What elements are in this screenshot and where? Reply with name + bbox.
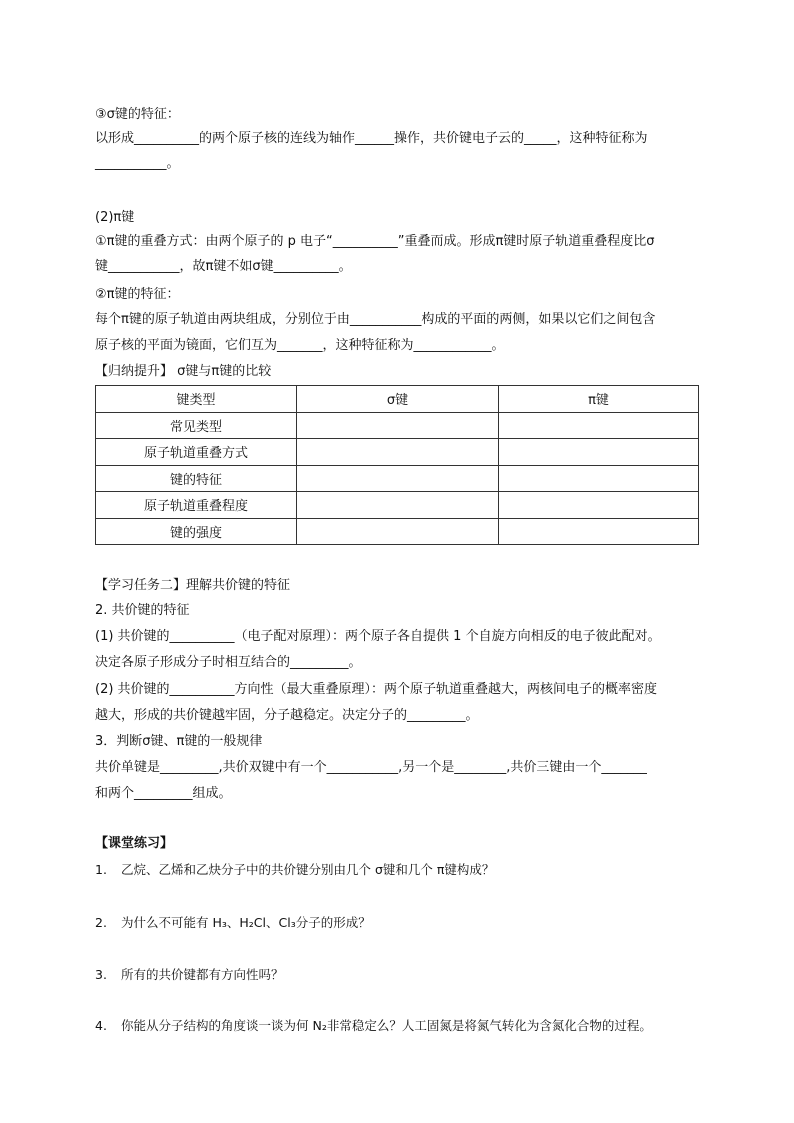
- sigma-feature-text-1: 以形成__________的两个原子核的连线为轴作______操作，共价键电子云的_____，这种特征称为: [95, 131, 648, 146]
- task2-item2-b: 越大，形成的共价键越牢固，分子越稳定。决定分子的_________。: [95, 708, 479, 723]
- table-row-label: 原子轨道重叠程度: [96, 492, 297, 519]
- table-cell: [297, 439, 499, 466]
- pi-feature-heading: ②π键的特征：: [95, 287, 180, 302]
- table-row-label: 原子轨道重叠方式: [96, 439, 297, 466]
- question-number: 3.: [95, 967, 107, 982]
- table-row-label: 键的强度: [96, 518, 297, 545]
- table-header-cell: 键类型: [96, 386, 297, 413]
- question-text: 所有的共价键都有方向性吗？: [121, 967, 284, 982]
- table-cell: [297, 412, 499, 439]
- task2-item1-b: 决定各原子形成分子时相互结合的_________。: [95, 655, 362, 670]
- practice-question: [95, 914, 371, 932]
- task2-item2-a: (2) 共价键的__________方向性（最大重叠原理）：两个原子轨道重叠越大，两核间电子的概率密度: [95, 682, 658, 697]
- task2-item3-heading: 3．判断σ键、π键的一般规律: [95, 734, 263, 749]
- table-row-label: 常见类型: [96, 412, 297, 439]
- summary-heading: 【归纳提升】 σ键与π键的比较: [95, 364, 272, 379]
- pi-overlap-text-1: ①π键的重叠方式：由两个原子的 p 电子“__________”重叠而成。形成π键时原子轨道重叠程度比σ: [95, 234, 655, 249]
- question-number: 4.: [95, 1018, 107, 1033]
- practice-heading: 【课堂练习】: [95, 836, 174, 851]
- table-row: [96, 412, 699, 439]
- table-cell: [297, 518, 499, 545]
- task2-item3-b: 和两个_________组成。: [95, 786, 232, 801]
- table-cell: [297, 465, 499, 492]
- sigma-pi-comparison-table: [95, 385, 699, 545]
- table-row: [96, 439, 699, 466]
- table-header-cell: π键: [499, 386, 699, 413]
- practice-question: [95, 1017, 652, 1035]
- table-cell: [499, 518, 699, 545]
- task2-subheading: 2. 共价键的特征: [95, 603, 190, 618]
- question-number: 1.: [95, 862, 107, 877]
- sigma-feature-text-2: ___________。: [95, 156, 180, 171]
- pi-bond-heading: (2)π键: [95, 210, 135, 225]
- table-row: [96, 465, 699, 492]
- table-cell: [499, 465, 699, 492]
- practice-question: [95, 966, 284, 984]
- table-row-label: 键的特征: [96, 465, 297, 492]
- pi-feature-text-2: 原子核的平面为镜面，它们互为_______，这种特征称为____________。: [95, 338, 505, 353]
- practice-question: [95, 861, 494, 879]
- table-row: [96, 518, 699, 545]
- question-text: 乙烷、乙烯和乙炔分子中的共价键分别由几个 σ键和几个 π键构成？: [121, 862, 495, 877]
- question-text: 为什么不可能有 H₃、H₂Cl、Cl₃分子的形成？: [121, 915, 371, 930]
- pi-feature-text-1: 每个π键的原子轨道由两块组成，分别位于由___________构成的平面的两侧，如果以它们之间包含: [95, 312, 656, 327]
- table-cell: [499, 492, 699, 519]
- task2-item1-a: (1) 共价键的__________（电子配对原理）：两个原子各自提供 1 个自旋方向相反的电子彼此配对。: [95, 629, 661, 644]
- table-cell: [499, 439, 699, 466]
- task2-heading: 【学习任务二】理解共价键的特征: [95, 578, 291, 593]
- table-cell: [297, 492, 499, 519]
- table-header-row: [96, 386, 699, 413]
- question-text: 你能从分子结构的角度谈一谈为何 N₂非常稳定么？人工固氮是将氮气转化为含氮化合物的过程。: [121, 1018, 652, 1033]
- table-cell: [499, 412, 699, 439]
- question-number: 2.: [95, 915, 107, 930]
- table-header-cell: σ键: [297, 386, 499, 413]
- sigma-feature-heading: ③σ键的特征：: [95, 107, 180, 122]
- task2-item3-a: 共价单键是_________,共价双键中有一个___________,另一个是________,共价三键由一个_______: [95, 760, 647, 775]
- pi-overlap-text-2: 键___________，故π键不如σ键__________。: [95, 259, 352, 274]
- table-row: [96, 492, 699, 519]
